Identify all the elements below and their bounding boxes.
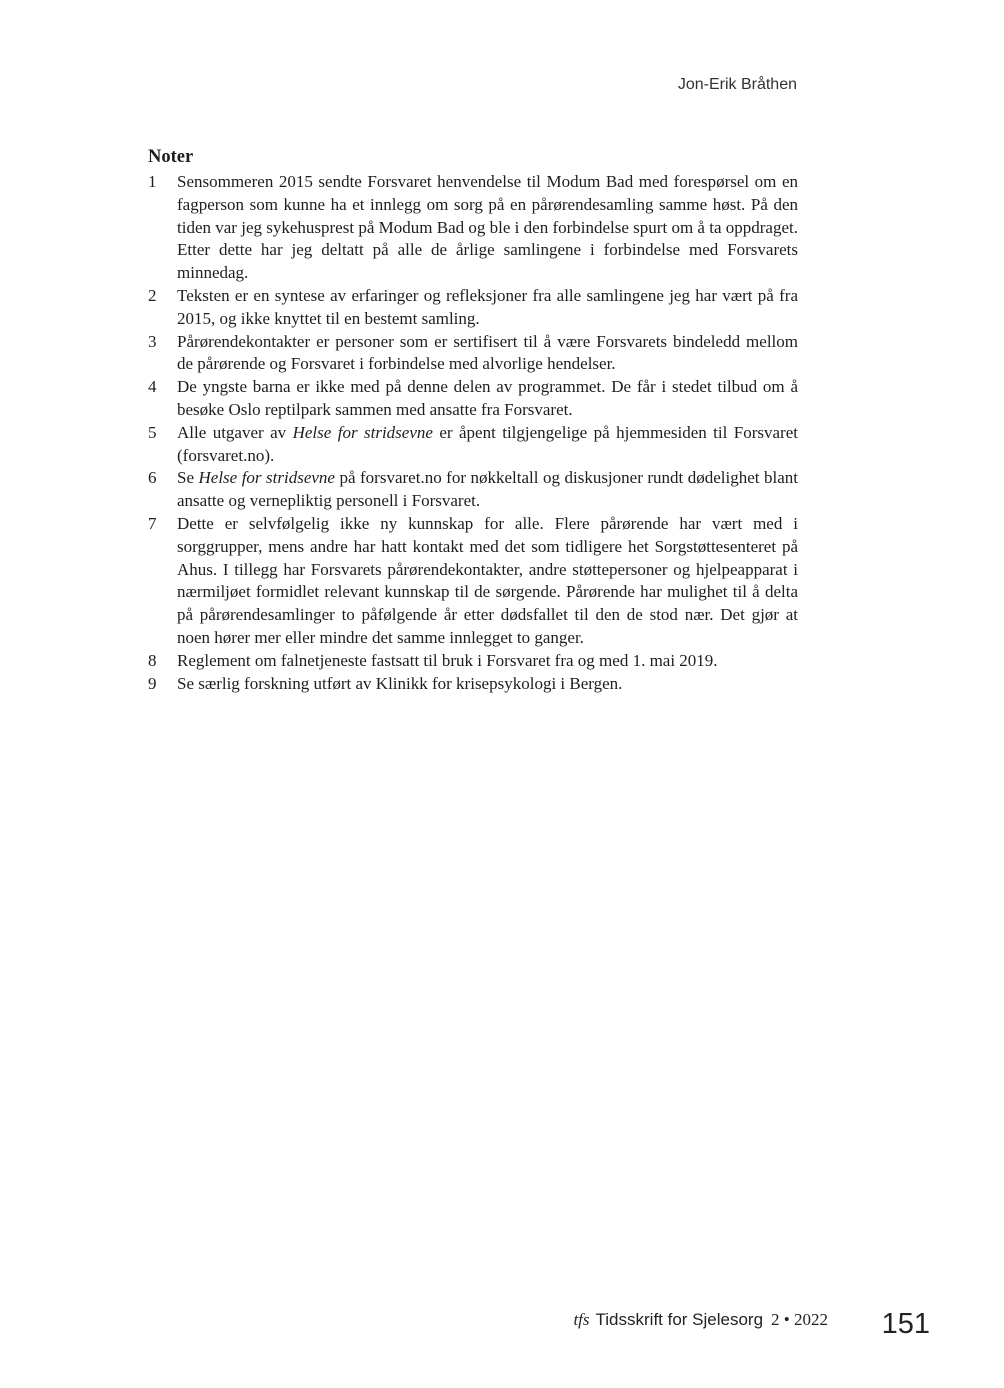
footnote-item [148,673,798,696]
footnote-text [177,171,798,285]
journal-issue: 2 • 2022 [771,1310,828,1329]
footnote-number: 5 [148,422,157,442]
journal-abbreviation: tfs [573,1310,590,1329]
footnote-text [177,513,798,650]
footnote-number: 4 [148,377,157,397]
footnote-text [177,376,798,422]
footnote-number: 6 [148,468,157,488]
footnote-text-run: Reglement om falnetjeneste fastsatt til bruk i Forsvaret fra og med 1. mai 2019. [177,650,718,670]
footnote-title-italic: Helse for stridsevne [198,468,335,488]
footnote-number: 2 [148,285,157,305]
footnote-text-run: på forsvaret.no for nøkkeltall og diskusjoner rundt dødelighet blant ansatte og vernepliktig personell i Forsvaret. [177,468,798,511]
footnote-text [177,422,798,468]
footnote-text [177,285,798,331]
footnote-number: 3 [148,331,157,351]
footnote-text-run: er åpent tilgjengelige på hjemmesiden til Forsvaret (forsvaret.no). [177,422,798,465]
footnote-item [148,331,798,377]
footnote-number: 1 [148,172,157,191]
footnote-item [148,513,798,650]
footnote-item [148,171,798,285]
footnote-number: 7 [148,513,157,533]
footnote-item [148,422,798,468]
footnote-item [148,467,798,513]
journal-footer [573,1310,828,1330]
footnote-text-run: Se [177,468,199,488]
footnote-text [177,467,798,513]
footnote-text-run: Se særlig forskning utført av Klinikk for krisepsykologi i Bergen. [177,673,623,693]
footnote-text-run: Alle utgaver av [177,422,293,442]
footnote-title-italic: Helse for stridsevne [292,422,433,442]
notes-section [148,145,798,695]
notes-list [148,171,798,695]
page-number: 151 [881,1308,930,1340]
running-head-author: Jon-Erik Bråthen [677,76,797,93]
footnote-text [177,331,798,377]
footnote-text-run: Teksten er en syntese av erfaringer og refleksjoner fra alle samlingene jeg har vært på fra 2015, og ikke knyttet til en bestemt samling. [177,285,798,328]
notes-heading: Noter [148,147,194,167]
footnote-text-run: Sensommeren 2015 sendte Forsvaret henvendelse til Modum Bad med forespørsel om en fagperson som kunne ha et innlegg om sorg på en pårørendesamling samme høst. På den tiden var jeg sykehusprest på Modum Bad og ble i den forbindelse spurt om å ta oppdraget. Etter dette har jeg deltatt på alle de årlige samlingene i forbindelse med Forsvarets minnedag. [177,172,798,283]
journal-name: Tidsskrift for Sjelesorg [595,1310,764,1329]
footnote-text-run: De yngste barna er ikke med på denne delen av programmet. De får i stedet tilbud om å besøke Oslo reptilpark sammen med ansatte fra Forsvaret. [177,377,798,419]
footnote-text-run: Pårørendekontakter er personer som er sertifisert til å være Forsvarets bindeledd mellom de pårørende og Forsvaret i forbindelse med alvorlige hendelser. [177,331,798,374]
footnote-text [177,673,798,696]
footnote-text-run: Dette er selvfølgelig ikke ny kunnskap for alle. Flere pårørende har vært med i sorggrupper, mens andre har hatt kontakt med det som tidligere het Sorgstøttesenteret på Ahus. I tillegg har Forsvarets pårørendekontakter, andre støttepersoner og hjelpeapparat i nærmiljøet formidlet relevant kunnskap til de sørgende. Pårørende har mulighet til å delta på pårørendesamlinger to påfølgende år etter dødsfallet til den de stod nær. Det gjør at noen hører mer eller mindre det samme innlegget to ganger. [177,513,798,647]
footnote-number: 9 [148,673,157,693]
footnote-item [148,650,798,673]
footnote-item [148,285,798,331]
footnote-number: 8 [148,650,157,670]
footnote-text [177,650,798,673]
footnote-item [148,376,798,422]
